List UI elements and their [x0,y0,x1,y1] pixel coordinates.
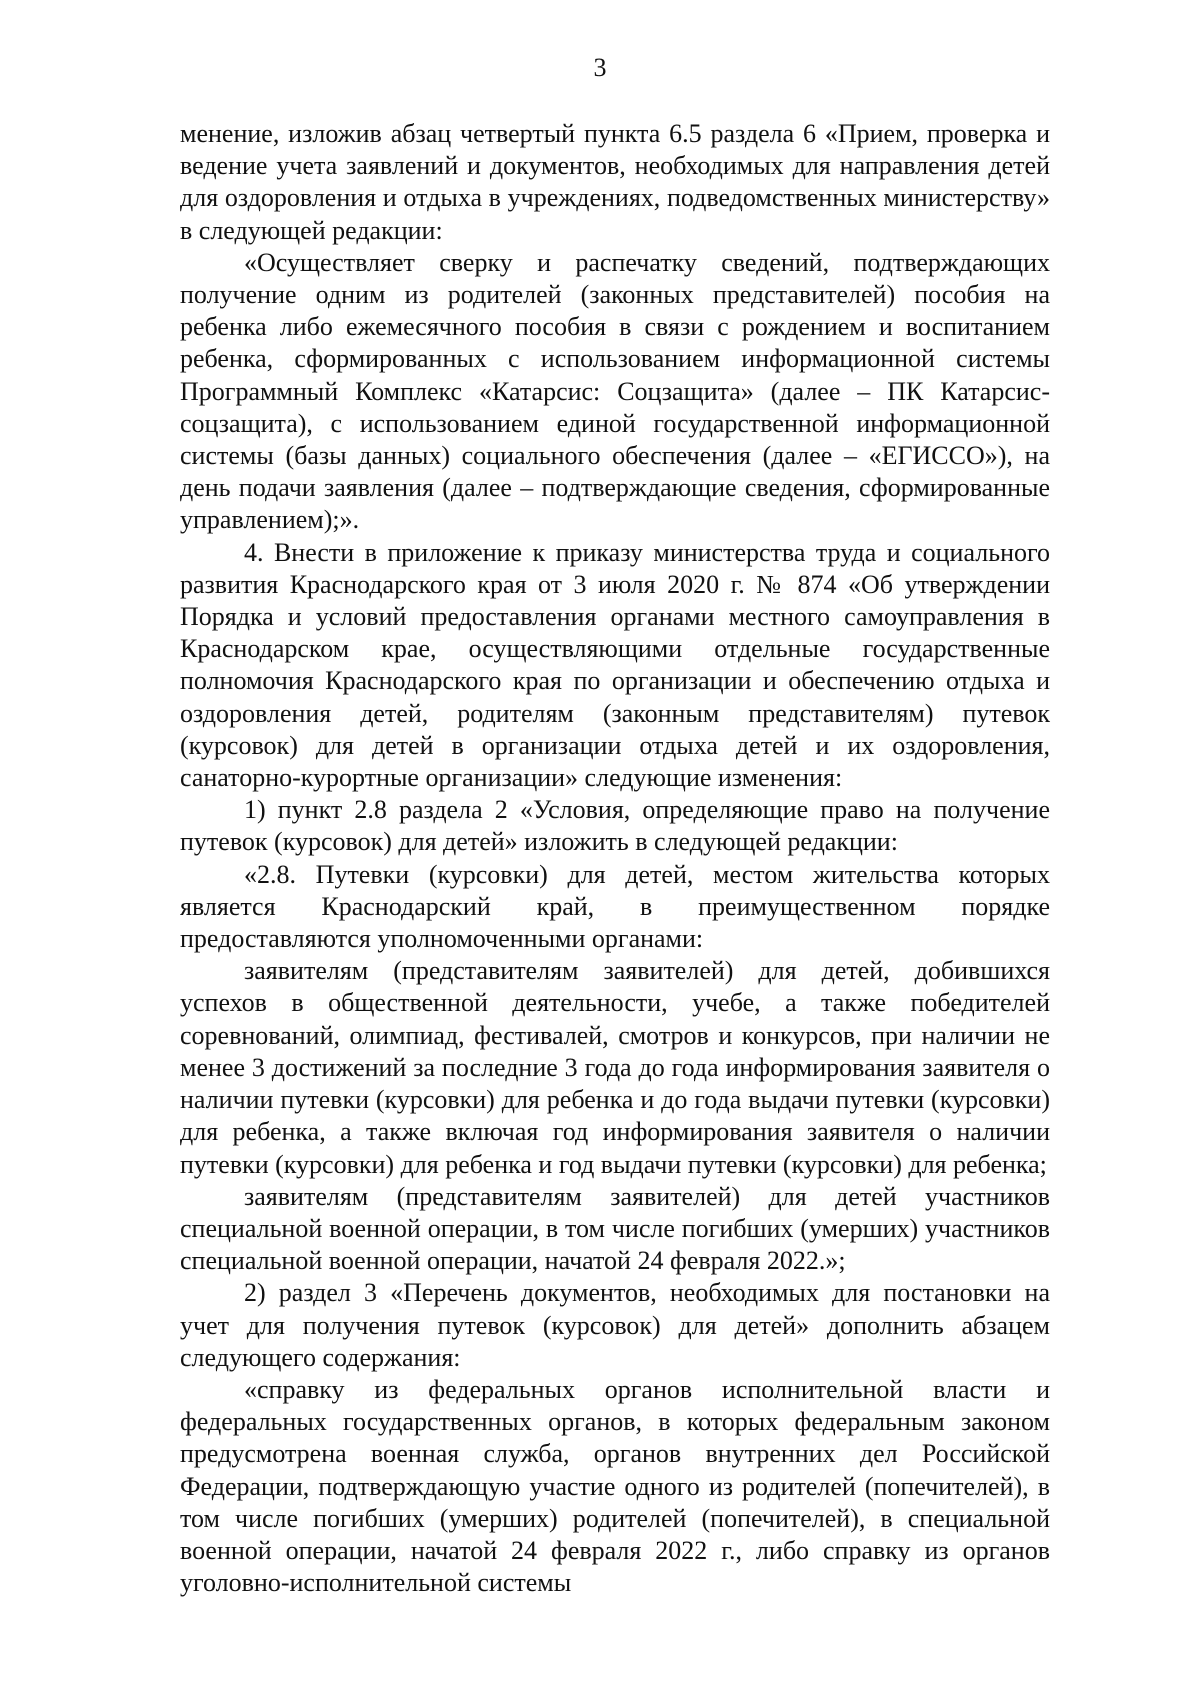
paragraph-item-4: 4. Внести в приложение к приказу министерства труда и социального развития Краснодарского края от 3 июля 2020 г. № 874 «Об утверждении Порядка и условий предоставления органами местного самоуправления в Краснодарском крае, осуществляющими отдельные государственные полномочия Краснодарского края по организации и обеспечению отдыха и оздоровления детей, родителям (законным представителям) путевок (курсовок) для детей в организации отдыха детей и их оздоровления, санаторно-курортные организации» следующие изменения: [180,537,1050,793]
document-body [180,118,1050,1599]
page-number: 3 [593,53,607,82]
paragraph-clause-2-8: «2.8. Путевки (курсовки) для детей, местом жительства которых является Краснодарский край, в преимущественном порядке предоставляются уполномоченными органами: [180,859,1050,954]
paragraph-achievements: заявителям (представителям заявителей) для детей, добившихся успехов в общественной деятельности, учебе, а также победителей соревнований, олимпиад, фестивалей, смотров и конкурсов, при наличии не менее 3 достижений за последние 3 года до года информирования заявителя о наличии путевки (курсовки) для ребенка и до года выдачи путевки (курсовки) для ребенка, а также включая год информирования заявителя о наличии путевки (курсовки) для ребенка и год выдачи путевки (курсовки) для ребенка; [180,956,1050,1179]
paragraph-special-operation: заявителям (представителям заявителей) для детей участников специальной военной операции, в том числе погибших (умерших) участников специальной военной операции, начатой 24 февраля 2022.»; [180,1181,1050,1276]
paragraph-verification-text: «Осуществляет сверку и распечатку сведений, подтверждающих получение одним из родителей (законных представителей) пособия на ребенка либо ежемесячного пособия в связи с рождением и воспитанием ребенка, сформированных с использованием информационной системы Программный Комплекс «Катарсис: Соцзащита» (далее – ПК Катарсис-соцзащита), с использованием единой государственной информационной системы (базы данных) социального обеспечения (далее – «ЕГИССО»), на день подачи заявления (далее – подтверждающие сведения, сформированные управлением);». [180,247,1050,535]
paragraph-amendment-intro: менение, изложив абзац четвертый пункта 6.5 раздела 6 «Прием, проверка и ведение учета заявлений и документов, необходимых для направления детей для оздоровления и отдыха в учреждениях, подведомственных министерству» в следующей редакции: [180,119,1050,245]
paragraph-certificate: «справку из федеральных органов исполнительной власти и федеральных государственных органов, в которых федеральным законом предусмотрена военная служба, органов внутренних дел Российской Федерации, подтверждающую участие одного из родителей (попечителей), в том числе погибших (умерших) родителей (попечителей), в специальной военной операции, начатой 24 февраля 2022 г., либо справку из органов уголовно-исполнительной системы [180,1374,1050,1598]
paragraph-subitem-1: 1) пункт 2.8 раздела 2 «Условия, определяющие право на получение путевок (курсовок) для детей» изложить в следующей редакции: [180,795,1050,857]
paragraph-subitem-2: 2) раздел 3 «Перечень документов, необходимых для постановки на учет для получения путевок (курсовок) для детей» дополнить абзацем следующего содержания: [180,1278,1050,1372]
